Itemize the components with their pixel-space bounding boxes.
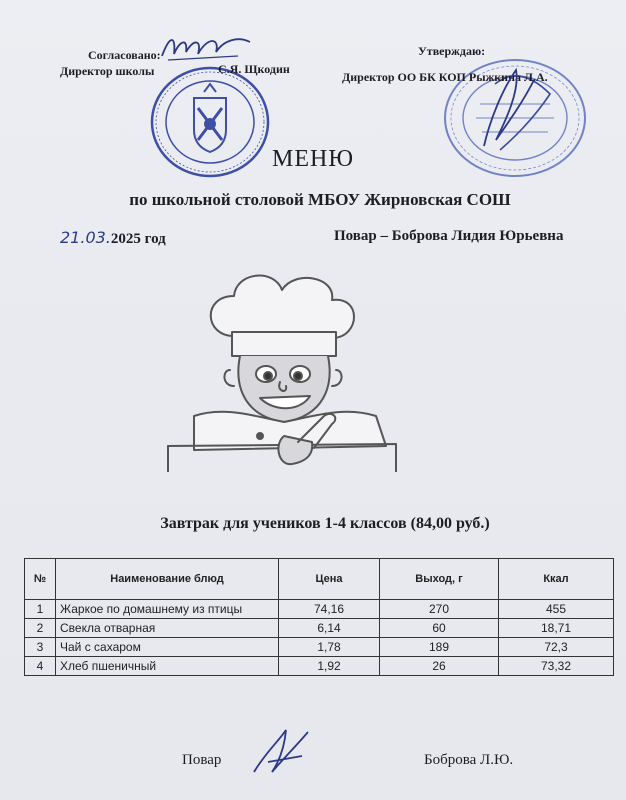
dish-kcal: 73,32 [499, 657, 614, 676]
table-header-row [25, 559, 614, 600]
dish-kcal: 455 [499, 600, 614, 619]
col-kcal: Ккал [499, 559, 614, 600]
col-dish-name: Наименование блюд [56, 559, 279, 600]
oo-director-line: Директор ОО БК КОП Рыжкина Л.А. [342, 70, 548, 84]
oo-director-signature [476, 60, 540, 150]
page-title: МЕНЮ [272, 146, 354, 172]
dish-name: Свекла отварная [56, 619, 279, 638]
menu-table [24, 558, 614, 676]
dish-kcal: 18,71 [499, 619, 614, 638]
menu-date [60, 228, 166, 248]
row-number: 4 [25, 657, 56, 676]
dish-yield: 60 [380, 619, 499, 638]
footer-cook-label: Повар [182, 752, 222, 768]
school-director-label: Директор школы [60, 64, 155, 78]
handwritten-date: 21.03. [60, 228, 111, 247]
dish-yield: 270 [380, 600, 499, 619]
cook-line: Повар – Боброва Лидия Юрьевна [334, 228, 564, 244]
dish-price: 1,78 [279, 638, 380, 657]
table-row [25, 657, 614, 676]
dish-yield: 189 [380, 638, 499, 657]
dish-yield: 26 [380, 657, 499, 676]
dish-kcal: 72,3 [499, 638, 614, 657]
col-price: Цена [279, 559, 380, 600]
row-number: 3 [25, 638, 56, 657]
row-number: 2 [25, 619, 56, 638]
agreed-label: Согласовано: [88, 48, 161, 62]
meal-title: Завтрак для учеников 1-4 классов (84,00 руб.) [160, 515, 490, 532]
table-row [25, 638, 614, 657]
cook-signature [248, 722, 318, 778]
footer-cook-name: Боброва Л.Ю. [424, 752, 514, 768]
table-row [25, 600, 614, 619]
page-subtitle: по школьной столовой МБОУ Жирновская СОШ [129, 190, 511, 209]
approve-label: Утверждаю: [418, 44, 486, 58]
director-signature [158, 30, 254, 64]
dish-price: 6,14 [279, 619, 380, 638]
dish-price: 1,92 [279, 657, 380, 676]
dish-name: Хлеб пшеничный [56, 657, 279, 676]
dish-name: Чай с сахаром [56, 638, 279, 657]
dish-name: Жаркое по домашнему из птицы [56, 600, 279, 619]
table-row [25, 619, 614, 638]
chef-illustration [164, 266, 414, 472]
col-number: № [25, 559, 56, 600]
date-year: 2025 год [110, 231, 166, 247]
dish-price: 74,16 [279, 600, 380, 619]
school-director-name: С.Я. Щкодин [218, 62, 290, 76]
row-number: 1 [25, 600, 56, 619]
col-yield: Выход, г [380, 559, 499, 600]
